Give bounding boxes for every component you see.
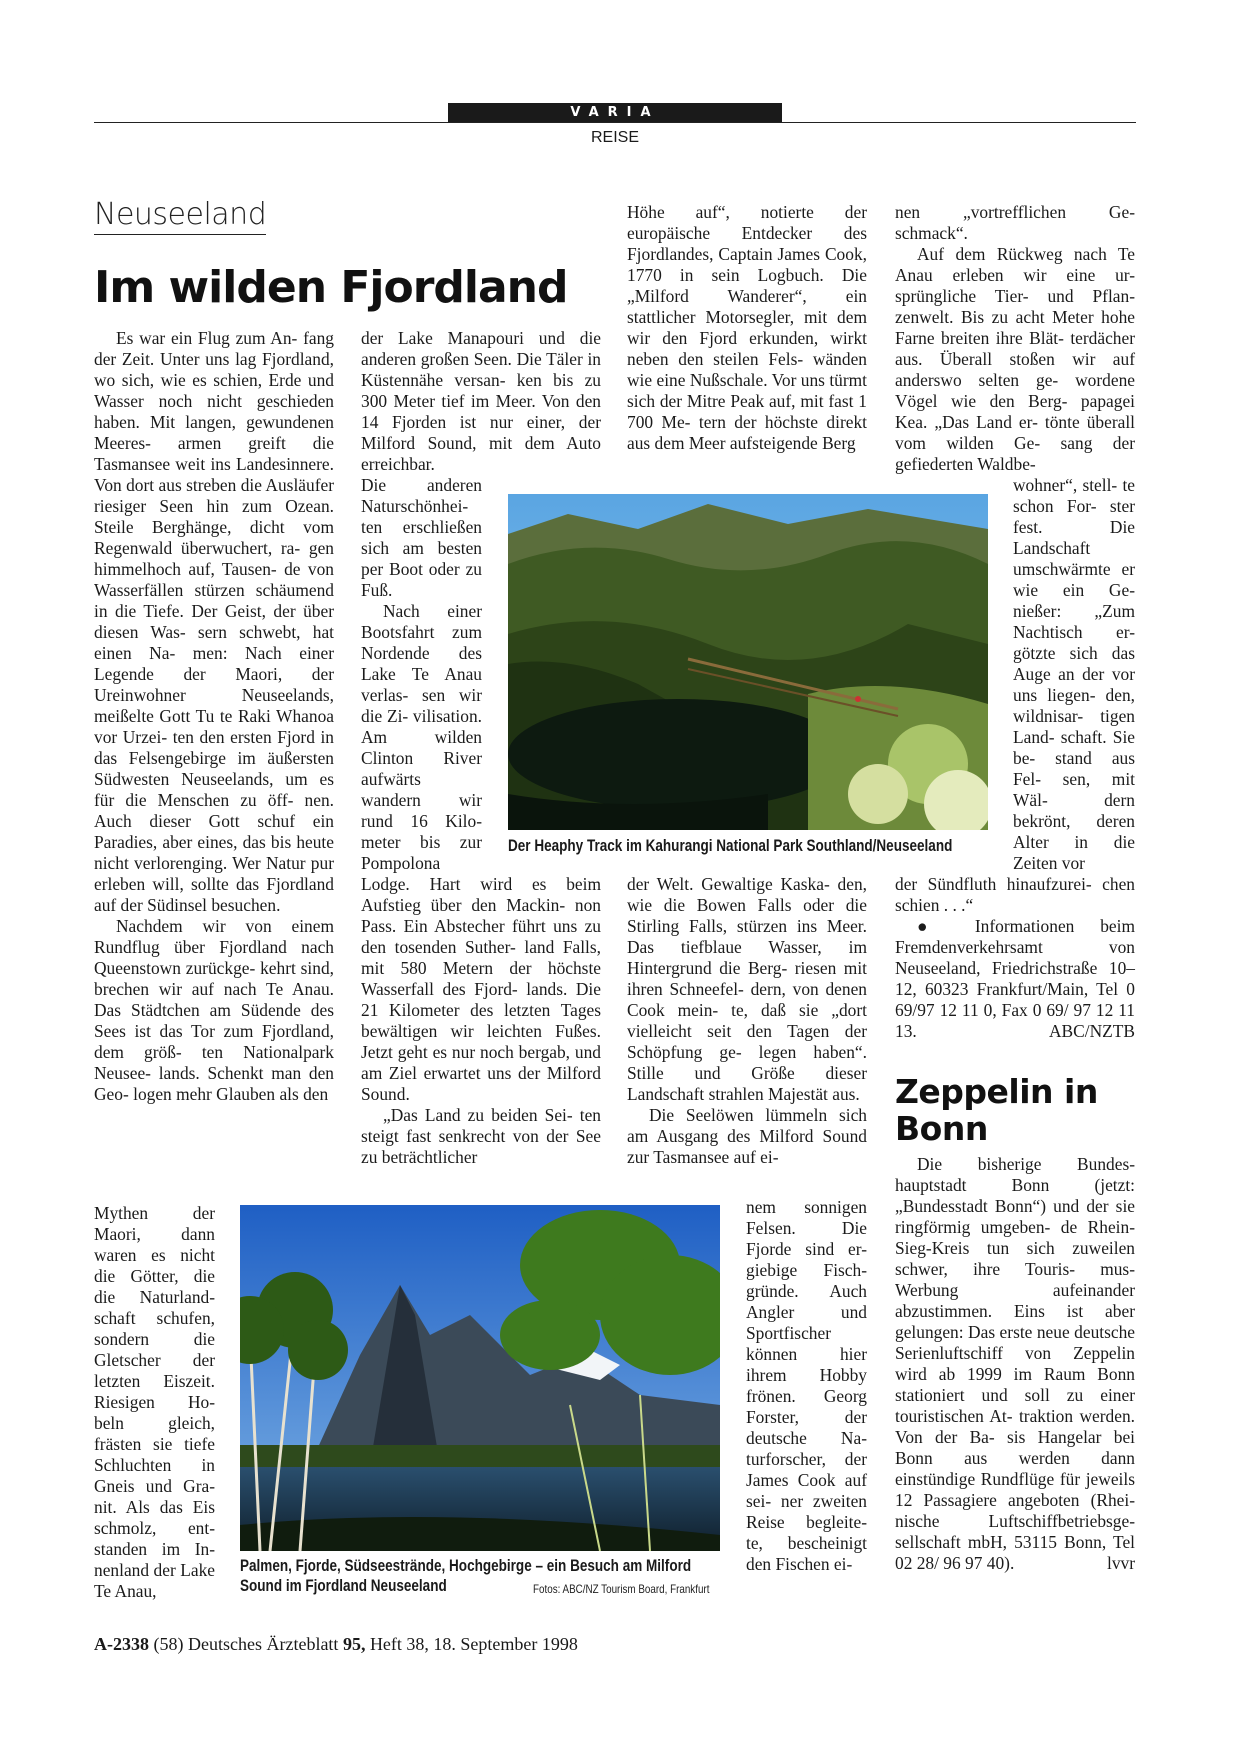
paragraph: Höhe auf“, notierte der europäische Entdecker des Fjordlandes, Captain James Cook, 1770 in sein Logbuch. Die „Milford Wanderer“, ein stattlicher Motorsegler, mit dem wir den Fjord erkunden, wirkt neben den steilen Fels- wänden wie eine Nußschale. Vor uns türmt sich der Mitre Peak auf, mit fast 1 700 Me- tern der höchste direkt aus dem Meer aufsteigende Berg (627, 202, 867, 453)
col2-top (361, 328, 601, 475)
col4-top (895, 202, 1135, 475)
paragraph: Die anderen Naturschönhei- ten erschließen sich am besten per Boot oder zu Fuß. (361, 475, 482, 600)
col4-bottom (895, 874, 1135, 1042)
paragraph: nem sonnigen Felsen. Die Fjorde sind er- giebige Fisch- gründe. Auch Angler und Sportfischer können hier ihrem Hobby frönen. Georg Forster, der deutsche Na- turforscher, der James Cook auf sei- ner zweiten Reise begleite- te, bescheinigt den Fischen ei- (746, 1197, 867, 1574)
paragraph: nen „vortrefflichen Ge- schmack“. (895, 202, 1135, 243)
page-footer (94, 1634, 578, 1655)
paragraph: „Das Land zu beiden Sei- ten steigt fast senkrecht von der See zu beträchtlicher (361, 1105, 601, 1167)
col4-narrow (1013, 475, 1135, 874)
paragraph: der Welt. Gewaltige Kaska- den, wie die Bowen Falls oder die Stirling Falls, stürzen ins Meer. Das tiefblaue Wasser, im Hintergrund die Berg- riesen mit ihren Schneefel- dern, von denen Cook mein- te, daß sie „dort vielleicht seit den Tagen der Schöpfung ge- legen haben“. Stille und Größe dieser Landschaft strahlen Majestät aus. (627, 874, 867, 1104)
photo-credit: Fotos: ABC/NZ Tourism Board, Frankfurt (533, 1582, 710, 1596)
section-bar: VARIA (448, 103, 782, 122)
subsection-label: REISE (590, 129, 639, 146)
paragraph: Es war ein Flug zum An- fang der Zeit. Unter uns lag Fjordland, wo sich, wie es schien, Erde und Wasser noch nicht geschieden haben. Mit langen, gewundenen Meeres- armen greift die Tasmansee weit ins Landesinnere. Von dort aus streben die Ausläufer riesiger Seen hin zum Ozean. Steile Berghänge, dicht vom Regenwald überwuchert, ra- gen himmelhoch auf, Tausen- de von Wasserfällen stürzen schäumend in die Tiefe. Der Geist, der über diesen Was- sern schwebt, hat einen Na- men: Nach einer Legende der Maori, der Ureinwohner Neuseelands, meißelte Gott Tu te Raki Whanoa vor Urzei- ten den ersten Fjord in das Felsengebirge im äußersten Südwesten Neuseelands, um es für die Menschen zu öff- nen. Auch dieser Gott schuf ein Paradies, aber eines, das bis heute nicht verlorenging. Wer Natur pur erleben will, sollte das Fjordland auf der Südinsel besuchen. (94, 328, 334, 915)
info-text: Informationen beim Fremdenverkehrsamt von Neuseeland, Friedrichstraße 10–12, 60323 Frankfurt/Main, Tel 0 69/97 12 11 0, Fax 0 69/ 97 12 11 13. (895, 916, 1135, 1041)
paragraph: Lodge. Hart wird es beim Aufstieg über den Mackin- non Pass. Ein Abstecher führt uns zu den tosenden Suther- land Falls, mit 580 Metern der höchste Wasserfall des Fjord- lands. Die 21 Kilometer des letzten Tages bewältigen wir leichten Fußes. Jetzt geht es nur noch bergab, und am Ziel erwartet uns der Milford Sound. (361, 874, 601, 1104)
col2-bottom (361, 874, 601, 1168)
forest-bridge-illustration (508, 494, 988, 830)
photo-milford-sound (240, 1205, 720, 1551)
article2-signature: lvvr (1106, 1553, 1135, 1573)
col1-para1 (94, 328, 334, 1105)
col2-narrow (361, 475, 482, 874)
paragraph: Nachdem wir von einem Rundflug über Fjordland nach Queenstown zurückge- kehrt sind, brechen wir auf nach Te Anau. Das Städtchen am Südende des Sees ist das Tor zum Fjordland, dem größ- ten Nationalpark Neusee- lands. Schenkt man den Geo- logen mehr Glauben als den (94, 916, 334, 1104)
col3-top (627, 202, 867, 454)
photo2-caption: Palmen, Fjorde, Südseestrände, Hochgebirge – ein Besuch am Milford Sound im Fjordland Neuseeland (240, 1557, 692, 1595)
paragraph: Mythen der Maori, dann waren es nicht die Götter, die die Naturland- schaft schufen, sondern die Gletscher der letzten Eiszeit. Riesigen Ho- beln gleich, frästen sie tiefe Schluchten in Gneis und Gra- nit. Als das Eis schmolz, ent- standen im In- nenland der Lake Te Anau, (94, 1203, 215, 1601)
paragraph (895, 1154, 1135, 1574)
article2-title: Zeppelin in Bonn (895, 1072, 1098, 1148)
photo1-caption: Der Heaphy Track im Kahurangi National Park Southland/Neuseeland (508, 837, 953, 855)
fjord-palms-illustration (240, 1205, 720, 1551)
paragraph: wohner“, stell- te schon For- ster fest. Die Landschaft umschwärmte er wie ein Ge- nießer: „Zum Nachtisch er- götzte sich das Auge an der vor uns liegen- den, wildnisar- tigen Land- schaft. Sie be- stand aus Fel- sen, mit Wäl- dern bekrönt, deren Alter in die Zeiten vor (1013, 475, 1135, 873)
paragraph: der Lake Manapouri und die anderen großen Seen. Die Täler in Küstennähe versan- ken bis zu 300 Meter tief im Meer. Von den 14 Fjorden ist nur einer, der Milford Sound, mit dem Auto erreichbar. (361, 328, 601, 474)
article-title: Im wilden Fjordland (94, 262, 568, 313)
paragraph: Auf dem Rückweg nach Te Anau erleben wir eine ur- sprüngliche Tier- und Pflan- zenwelt. Bis zu acht Meter hohe Farne breiten ihre Blät- terdächer aus. Überall stoßen wir auf anderswo selten ge- wordene Vögel wie den Berg- papagei Kea. „Das Land er- tönte überall vom wilden Ge- sang der gefiederten Waldbe- (895, 244, 1135, 474)
article2-text: Die bisherige Bundes- hauptstadt Bonn (jetzt: „Bundesstadt Bonn“) und der sie ringförmig umgeben- de Rhein-Sieg-Kreis tun sich zuweilen schwer, ihre Touris- mus-Werbung aufeinander abzustimmen. Eins ist aber gelungen: Das erste neue deutsche Serienluftschiff von Zeppelin wird ab 1999 im Raum Bonn stationiert und soll zu einer touristischen At- traktion werden. Von der Ba- sis Hangelar bei Bonn aus werden dann einstündige Rundflüge für jeweils 12 Passagiere angeboten (Rhei- nische Luftschiffbetriebsge- sellschaft mbH, 53115 Bonn, Tel 02 28/ 96 97 40). (895, 1154, 1135, 1573)
bullet-icon: ● (917, 916, 950, 936)
footer-issue: Heft 38, 18. September 1998 (369, 1634, 578, 1654)
info-paragraph (895, 916, 1135, 1042)
paragraph: der Sündfluth hinaufzurei- chen schien . . .“ (895, 874, 1135, 915)
col1-narrow (94, 1203, 215, 1602)
footer-publication: (58) Deutsches Ärzteblatt (153, 1634, 339, 1654)
info-signature: ABC/NZTB (1049, 1021, 1135, 1041)
header-rule (94, 122, 1136, 123)
footer-volume: 95, (342, 1634, 366, 1654)
col3-mid (627, 874, 867, 1168)
page-number: A-2338 (94, 1634, 149, 1654)
paragraph: Die Seelöwen lümmeln sich am Ausgang des Milford Sound zur Tasmansee auf ei- (627, 1105, 867, 1167)
article2-body (895, 1154, 1135, 1574)
article-kicker: Neuseeland (94, 198, 266, 235)
photo-heaphy-track (508, 494, 988, 830)
paragraph: Nach einer Bootsfahrt zum Nordende des Lake Te Anau verlas- sen wir die Zi- vilisation. Am wilden Clinton River aufwärts wandern wir rund 16 Kilo- meter bis zur Pompolona (361, 601, 482, 873)
col3-narrow (746, 1197, 867, 1575)
